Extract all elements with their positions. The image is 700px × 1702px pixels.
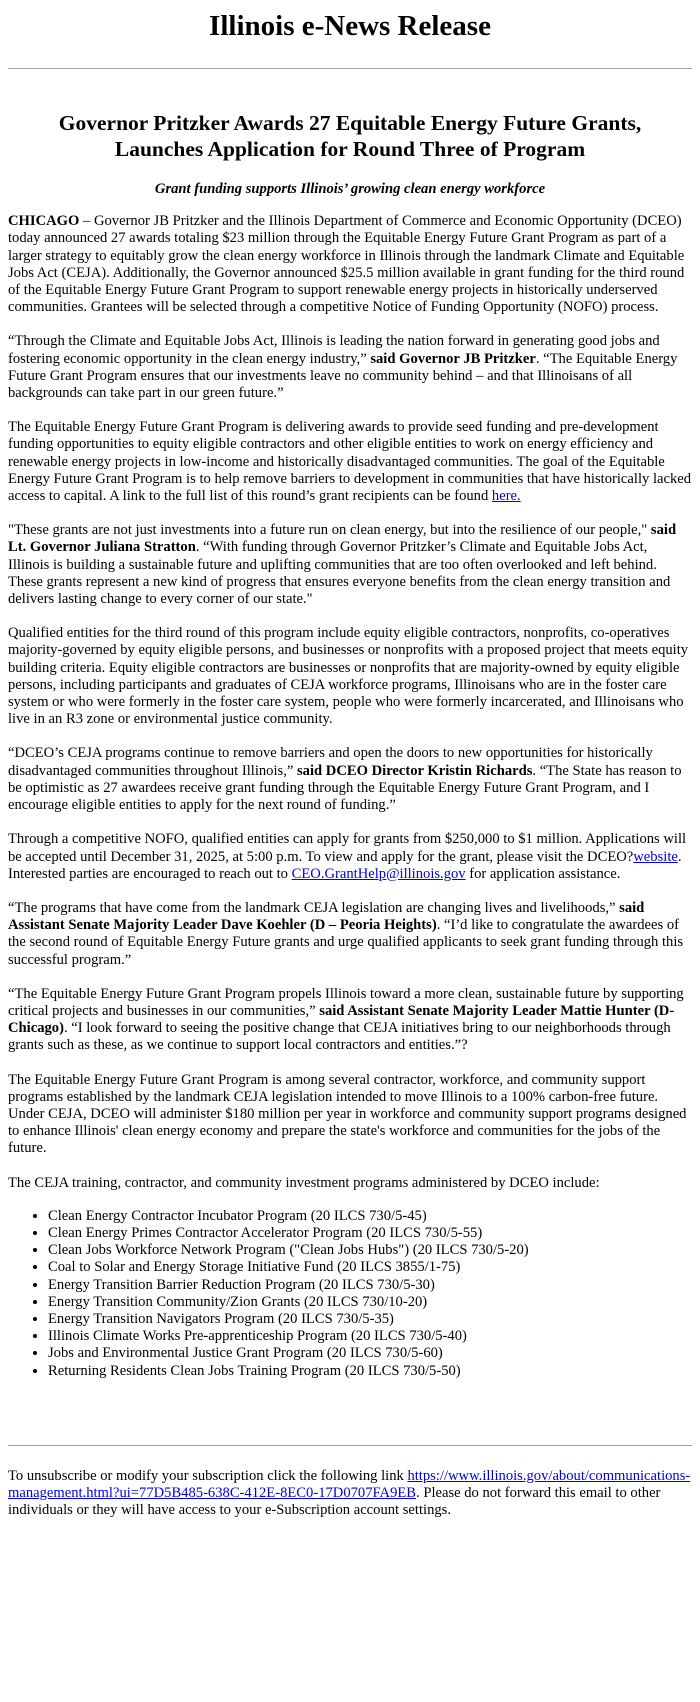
paragraph-announcement [8, 213, 692, 316]
speaker-attribution: said Governor JB Pritzker [370, 350, 536, 367]
paragraph-text: The Equitable Energy Future Grant Program is delivering awards to provide seed funding and pre-development funding opportunities to equity eligible contractors and other eligible entities to work on energy efficiency and renewable energy projects in low-income and historically disadvantaged communities. The goal of the Equitable Energy Future Grant Program is to help remove barriers to development in communities that have historically lacked access to capital. A link to the full list of this round’s grant recipients can be found [8, 419, 692, 505]
speaker-attribution: said Assistant Senate Majority Leader Mattie Hunter (D-Chicago) [8, 1002, 675, 1037]
quote-lt-governor [8, 522, 692, 608]
programs-list [8, 1208, 692, 1380]
paragraph-program-description [8, 419, 692, 505]
list-item: • Clean Energy Primes Contractor Accelerator Program (20 ILCS 730/5-55) [48, 1225, 692, 1242]
paragraph-text: – Governor JB Pritzker and the Illinois Department of Commerce and Economic Opportunity (DCEO) today announced 27 awards totaling $23 million through the Equitable Energy Future Grant Program as part of a larger strategy to equitably grow the clean energy workforce in Illinois through the landmark Climate and Equitable Jobs Act (CEJA). Additionally, the Governor announced $25.5 million available in grant funding for the third round of the Equitable Energy Future Grant Program to support renewable energy projects in historically underserved communities. Grantees will be selected through a competitive Notice of Funding Opportunity (NOFO) process. [8, 213, 685, 316]
speaker-attribution: said DCEO Director Kristin Richards [297, 762, 533, 779]
headline: Governor Pritzker Awards 27 Equitable Energy Future Grants, Launches Application for Round Three of Program [58, 111, 642, 161]
footer-divider [8, 1445, 692, 1446]
quote-text: . “The Equitable Energy Future Grant Program ensures that our investments leave no community behind – and that Illinoisans of all backgrounds can take part in our green future.” [8, 350, 678, 402]
quote-dceo-director [8, 745, 692, 814]
speaker-attribution: said Lt. Governor Juliana Stratton [8, 522, 677, 556]
list-item: • Jobs and Environmental Justice Grant Program (20 ILCS 730/5-60) [48, 1345, 692, 1362]
subhead: Grant funding supports Illinois’ growing clean energy workforce [154, 181, 546, 197]
masthead: Illinois e-News Release [209, 10, 491, 42]
recipients-list-link[interactable]: here. [491, 488, 521, 505]
footer-text: To unsubscribe or modify your subscription click the following link [8, 1467, 408, 1484]
quote-text: . “I’d like to congratulate the awardees of the second round of Equitable Energy Future grants and urge qualified applicants to seek grant funding through this successful program.” [8, 917, 684, 968]
list-item: • Coal to Solar and Energy Storage Initiative Fund (20 ILCS 3855/1-75) [48, 1259, 692, 1276]
dateline: CHICAGO [8, 213, 80, 230]
email-body [0, 9, 700, 1519]
footer-text: . Please do not forward this email to other individuals or they will have access to your e-Subscription account settings. [8, 1484, 661, 1519]
quote-senator-hunter [8, 986, 692, 1055]
quote-text: . “I look forward to seeing the positive change that CEJA initiatives bring to our neighborhoods through grants such as these, as we continue to support local contractors and entities.”? [8, 1020, 671, 1054]
quote-text: "These grants are not just investments into a future run on clean energy, but into the resilience of our people," [8, 522, 651, 539]
list-item: • Returning Residents Clean Jobs Training Program (20 ILCS 730/5-50) [48, 1363, 692, 1380]
quote-governor [8, 333, 692, 402]
paragraph-ceja-overview: The Equitable Energy Future Grant Program is among several contractor, workforce, and community support programs established by the landmark CEJA legislation intended to move Illinois to a 100% carbon-free future. Under CEJA, DCEO will administer $180 million per year in workforce and community support programs designed to enhance Illinois' clean energy economy and prepare the state's workforce and communities for the jobs of the future. [8, 1071, 687, 1157]
list-item: • Energy Transition Barrier Reduction Program (20 ILCS 730/5-30) [48, 1277, 692, 1294]
list-item: • Energy Transition Navigators Program (20 ILCS 730/5-35) [48, 1311, 692, 1328]
list-item: • Energy Transition Community/Zion Grants (20 ILCS 730/10-20) [48, 1294, 692, 1311]
quote-text: . “With funding through Governor Pritzker’s Climate and Equitable Jobs Act, Illinois is building a sustainable future and uplifting communities that are too often overlooked and left behind. These grants represent a new kind of progress that ensures everyone benefits from the clean energy transition and delivers lasting change to every corner of our state." [8, 539, 671, 608]
subscription-management-link[interactable]: https://www.illinois.gov/about/communications-management.html?ui=77D5B485-638C-412E-8EC0-17D0707FA9EB [8, 1467, 691, 1501]
paragraph-text: for application assistance. [465, 865, 621, 882]
dceo-website-link[interactable]: website [633, 848, 678, 865]
paragraph-text: Through a competitive NOFO, qualified entities can apply for grants from $250,000 to $1 million. Applications will be accepted until December 31, 2025, at 5:00 p.m. To view and apply for the grant, please visit the DCEO? [8, 831, 687, 865]
header-divider [8, 68, 692, 69]
paragraph-text: . Interested parties are encouraged to reach out to [8, 848, 682, 882]
speaker-attribution: said Assistant Senate Majority Leader Dave Koehler (D – Peoria Heights) [8, 899, 645, 934]
grant-help-email-link[interactable]: CEO.GrantHelp@illinois.gov [291, 865, 466, 882]
list-item: • Illinois Climate Works Pre-apprenticeship Program (20 ILCS 730/5-40) [48, 1328, 692, 1345]
quote-text: . “The State has reason to be optimistic as 27 awardees receive grant funding through the Equitable Energy Future Grant Program, and I encourage eligible entities to apply for the next round of funding.” [8, 762, 682, 814]
paragraph-programs-intro: The CEJA training, contractor, and community investment programs administered by DCEO include: [8, 1174, 600, 1191]
list-item: • Clean Jobs Workforce Network Program ("Clean Jobs Hubs") (20 ILCS 730/5-20) [48, 1242, 692, 1259]
quote-text: “DCEO’s CEJA programs continue to remove barriers and open the doors to new opportunities for historically disadvantaged communities throughout Illinois,” [8, 745, 653, 779]
quote-text: “Through the Climate and Equitable Jobs Act, Illinois is leading the nation forward in generating good jobs and fostering economic opportunity in the clean energy industry,” [8, 333, 660, 367]
paragraph-application-info [8, 831, 692, 883]
paragraph-eligibility: Qualified entities for the third round of this program include equity eligible contractors, nonprofits, co-operatives majority-governed by equity eligible persons, and businesses or nonprofits with a proposed project that meets equity building criteria. Equity eligible contractors are businesses or nonprofits that are majority-owned by equity eligible persons, including participants and graduates of CEJA workforce programs, Illinoisans who are in the foster care system or who were formerly in the foster care system, people who were formerly incarcerated, and Illinoisans who live in an R3 zone or environmental justice community. [8, 625, 689, 728]
quote-text: “The programs that have come from the landmark CEJA legislation are changing lives and livelihoods,” [8, 899, 620, 916]
quote-text: “The Equitable Energy Future Grant Program propels Illinois toward a more clean, sustainable future by supporting critical projects and businesses in our communities,” [8, 985, 684, 1019]
quote-senator-koehler [8, 900, 692, 969]
list-item: • Clean Energy Contractor Incubator Program (20 ILCS 730/5-45) [48, 1208, 692, 1225]
footer-unsubscribe [8, 1468, 692, 1520]
